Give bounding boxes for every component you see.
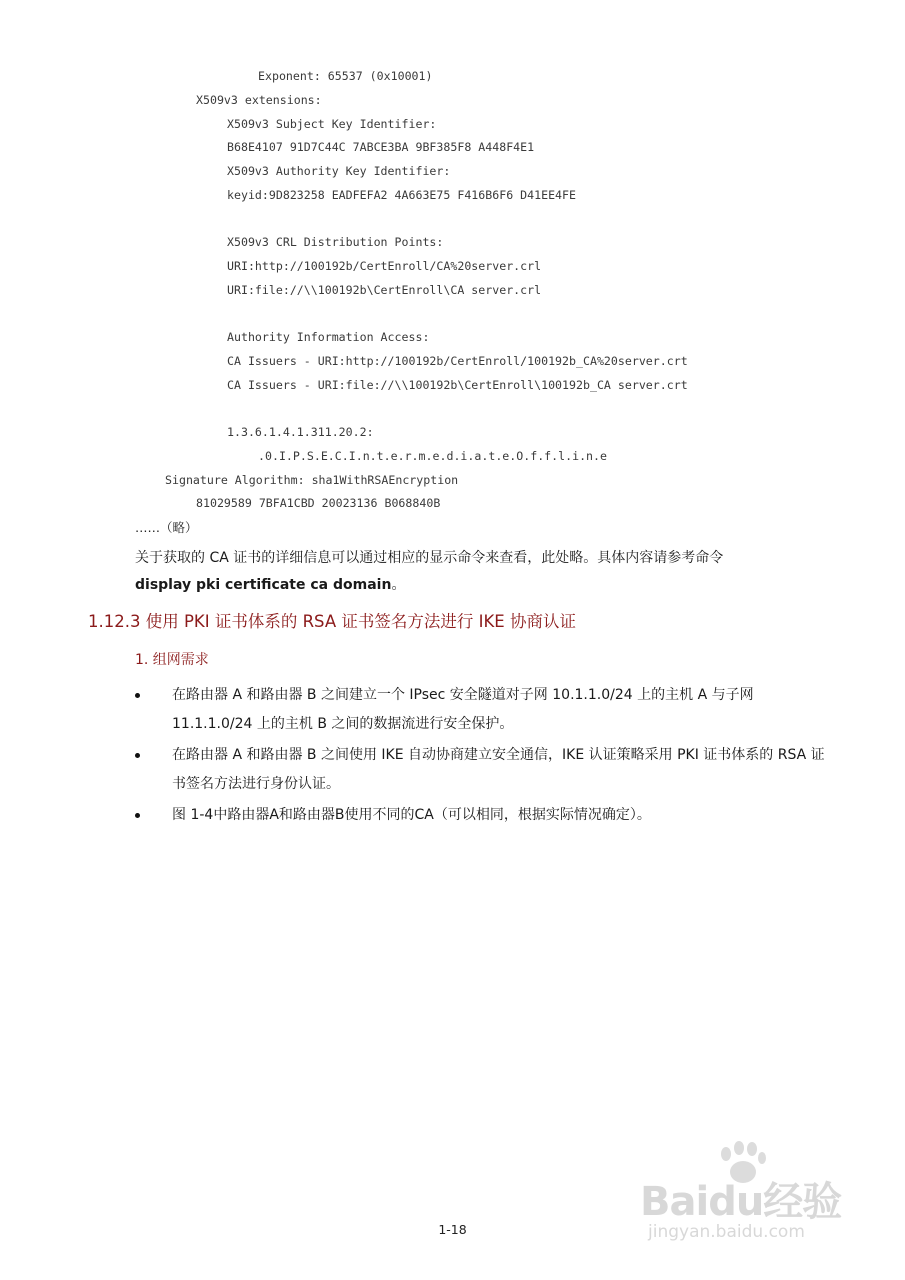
list-item-text: 在路由器 A 和路由器 B 之间建立一个 IPsec 安全隧道对子网 10.1.1.0/24 上的主机 A 与子网 11.1.1.0/24 上的主机 B 之间的数据流进行安全保护。 — [172, 687, 754, 732]
list-item — [135, 741, 835, 799]
code-line: X509v3 Subject Key Identifier: — [227, 117, 437, 131]
certificate-output — [0, 0, 905, 510]
baidu-watermark — [640, 1140, 870, 1270]
list-item-text: 图 1-4中路由器A和路由器B使用不同的CA（可以相同，根据实际情况确定）。 — [172, 807, 651, 823]
list-item — [135, 681, 835, 739]
code-line: X509v3 CRL Distribution Points: — [227, 235, 444, 249]
code-line: keyid:9D823258 EADFEFA2 4A663E75 F416B6F6 D41EE4FE — [227, 188, 577, 202]
bullet-icon — [135, 813, 140, 818]
code-line: X509v3 extensions: — [196, 93, 322, 107]
bullet-icon — [135, 753, 140, 758]
code-line: Signature Algorithm: sha1WithRSAEncryption — [165, 473, 459, 487]
body-paragraph — [135, 545, 835, 599]
list-item-text: 在路由器 A 和路由器 B 之间使用 IKE 自动协商建立安全通信，IKE 认证策略采用 PKI 证书体系的 RSA 证书签名方法进行身份认证。 — [172, 747, 825, 792]
paragraph-end: 。 — [391, 577, 406, 593]
code-line: Exponent: 65537 (0x10001) — [258, 69, 433, 83]
bullet-icon — [135, 693, 140, 698]
code-line: CA Issuers - URI:http://100192b/CertEnroll/100192b_CA%20server.crt — [227, 354, 688, 368]
code-line: .0.I.P.S.E.C.I.n.t.e.r.m.e.d.i.a.t.e.O.f.f.l.i.n.e — [258, 449, 608, 463]
code-line: 1.3.6.1.4.1.311.20.2: — [227, 425, 374, 439]
code-line: CA Issuers - URI:file://\\100192b\CertEnroll\100192b_CA server.crt — [227, 378, 688, 392]
code-line: X509v3 Authority Key Identifier: — [227, 164, 451, 178]
watermark-logo: Baidu经验 — [640, 1179, 842, 1225]
page-number: 1-18 — [438, 1222, 467, 1237]
section-heading: 1.12.3 使用 PKI 证书体系的 RSA 证书签名方法进行 IKE 协商认证 — [88, 612, 576, 631]
code-line: URI:http://100192b/CertEnroll/CA%20server.crl — [227, 259, 542, 273]
paragraph-text: 关于获取的 CA 证书的详细信息可以通过相应的显示命令来查看，此处略。具体内容请参考命令 — [135, 550, 724, 566]
list-item — [135, 801, 835, 830]
watermark-url: jingyan.baidu.com — [648, 1222, 805, 1242]
omitted-marker: ……（略） — [135, 520, 198, 535]
requirements-list — [135, 681, 835, 832]
command-text: display pki certificate ca domain — [135, 577, 392, 593]
sub-heading: 1. 组网需求 — [135, 652, 209, 668]
code-line: Authority Information Access: — [227, 330, 430, 344]
code-line: B68E4107 91D7C44C 7ABCE3BA 9BF385F8 A448F4E1 — [227, 140, 535, 154]
code-line: URI:file://\\100192b\CertEnroll\CA server.crl — [227, 283, 542, 297]
code-line: 81029589 7BFA1CBD 20023136 B068840B — [196, 496, 441, 510]
